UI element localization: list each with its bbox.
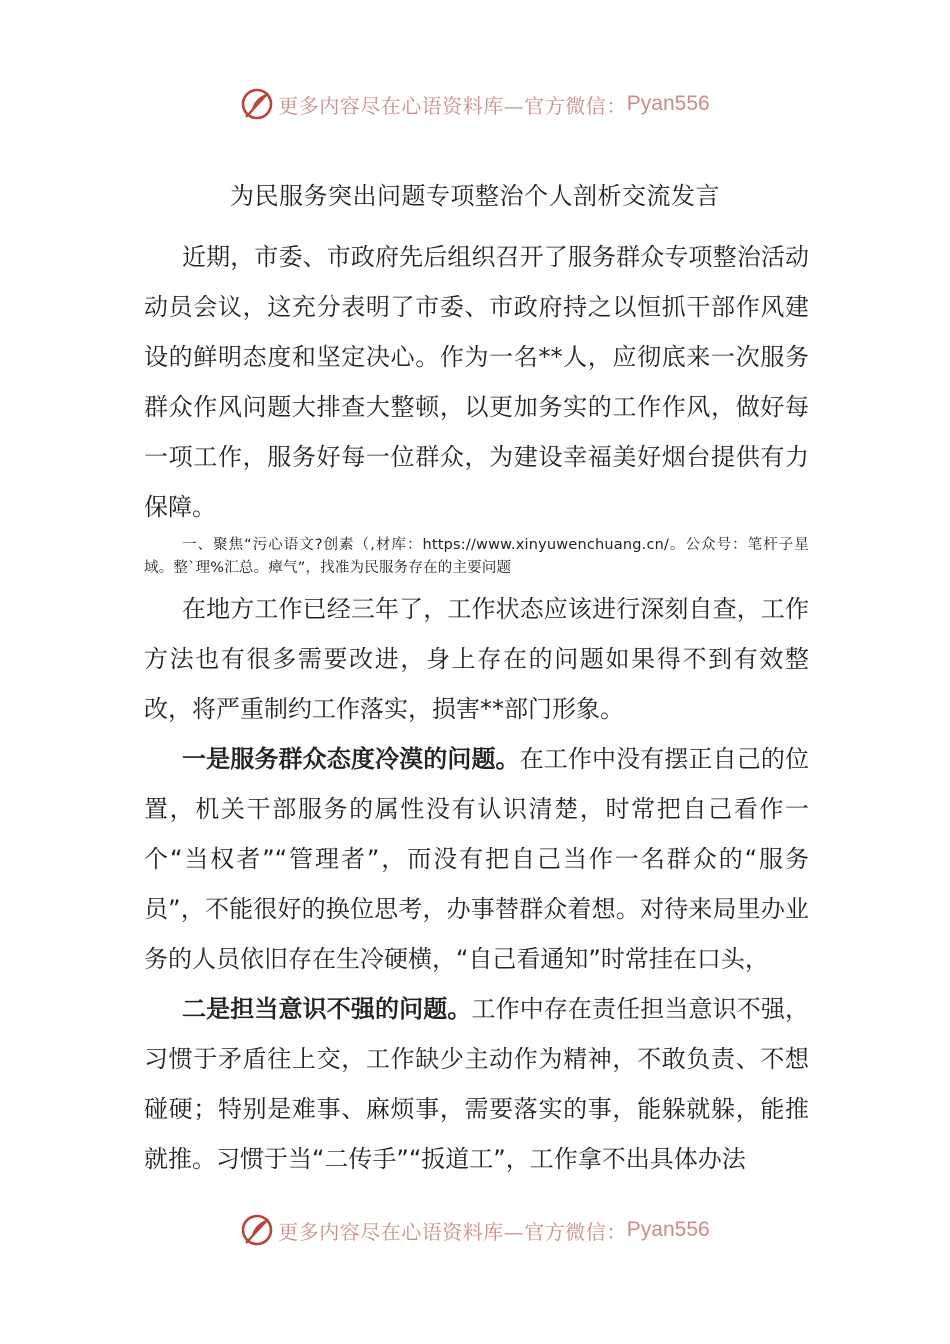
banner-wechat-id: Pyan556 <box>626 92 710 115</box>
issue-1-text: 在工作中没有摆正自己的位置，机关干部服务的属性没有认识清楚，时常把自己看作一个“当权者”“管理者”，而没有把自己当作一名群众的“服务员”，不能很好的换位思考，办事替群众着想。对待来局里办业务的人员依旧存在生冷硬横，“自己看通知”时常挂在口头， <box>144 745 810 973</box>
section-heading-1: 一、聚焦“污心语文?创素（,材库：https://www.xinyuwenchuang.cn/。公众号：笔杆子星域。整`理%汇总。瘴气”，找准为民服务存在的主要问题 <box>144 537 809 576</box>
footer-banner <box>0 1208 950 1252</box>
paragraph-issue-1 <box>144 734 809 984</box>
issue-1-heading: 一是服务群众态度冷漠的问题。 <box>182 745 520 773</box>
issue-2-text: 工作中存在责任担当意识不强，习惯于矛盾往上交，工作缺少主动作为精神，不敢负责、不想碰硬；特别是难事、麻烦事，需要落实的事，能躲就躲，能推就推。习惯于当“二传手”“扳道工”，工作拿不出具体办法 <box>144 995 810 1173</box>
document-body <box>144 232 809 1184</box>
paragraph-self-check: 在地方工作已经三年了，工作状态应该进行深刻自查，工作方法也有很多需要改进，身上存在的问题如果得不到有效整改，将严重制约工作落实，损害**部门形象。 <box>144 595 809 723</box>
document-title: 为民服务突出问题专项整治个人剖析交流发言 <box>230 182 720 210</box>
banner-wechat-id: Pyan556 <box>626 1218 710 1241</box>
issue-2-heading: 二是担当意识不强的问题。 <box>182 995 472 1023</box>
quill-logo-icon <box>240 1213 274 1247</box>
header-banner <box>0 82 950 126</box>
banner-text: 更多内容尽在心语资料库—官方微信： <box>278 1219 627 1244</box>
quill-logo-icon <box>240 87 274 121</box>
paragraph-intro: 近期，市委、市政府先后组织召开了服务群众专项整治活动动员会议，这充分表明了市委、市政府持之以恒抓干部作风建设的鲜明态度和坚定决心。作为一名**人，应彻底来一次服务群众作风问题大排查大整顿，以更加务实的工作作风，做好每一项工作，服务好每一位群众，为建设幸福美好烟台提供有力保障。 <box>144 243 809 521</box>
banner-text: 更多内容尽在心语资料库—官方微信： <box>278 93 627 118</box>
paragraph-issue-2 <box>144 984 809 1184</box>
